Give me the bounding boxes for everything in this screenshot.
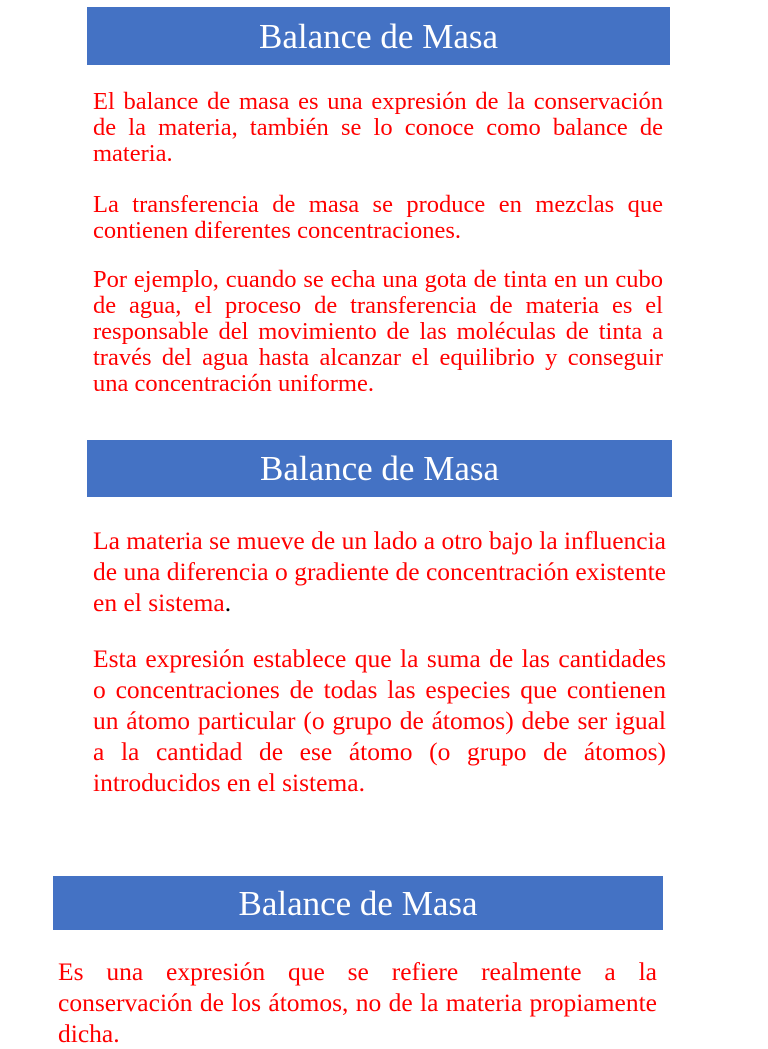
section-1-title: Balance de Masa: [258, 16, 499, 56]
section-1-paragraph-2: La transferencia de masa se produce en mezclas que contienen diferentes concentraciones.: [93, 191, 663, 244]
section-1-title-banner: [87, 7, 670, 65]
section-1-paragraph-1: El balance de masa es una expresión de la conservación de la materia, también se lo conoce como balance de materia.: [93, 88, 663, 167]
section-2-title-banner: [87, 440, 672, 497]
section-3-title-banner: [53, 876, 663, 930]
section-2-paragraph-1-period: .: [224, 588, 232, 617]
section-3-paragraph-1: Es una expresión que se refiere realmente a la conservación de los átomos, no de la materia propiamente dicha.: [58, 957, 657, 1048]
section-2-paragraph-2: Esta expresión establece que la suma de las cantidades o concentraciones de todas las especies que contienen un átomo particular (o grupo de átomos) debe ser igual a la cantidad de ese átomo (o grupo de átomos) introducidos en el sistema.: [93, 644, 666, 797]
section-2-paragraph-1: [93, 525, 666, 618]
section-1-paragraph-3: Por ejemplo, cuando se echa una gota de tinta en un cubo de agua, el proceso de transferencia de materia es el responsable del movimiento de las moléculas de tinta a través del agua hasta alcanzar el equilibrio y conseguir una concentración uniforme.: [93, 266, 663, 397]
section-2-paragraph-1-text: La materia se mueve de un lado a otro bajo la influencia de una diferencia o gradiente de concentración existente en el sistema: [93, 526, 666, 617]
section-2-title: Balance de Masa: [259, 449, 500, 488]
section-3-title: Balance de Masa: [238, 883, 478, 923]
